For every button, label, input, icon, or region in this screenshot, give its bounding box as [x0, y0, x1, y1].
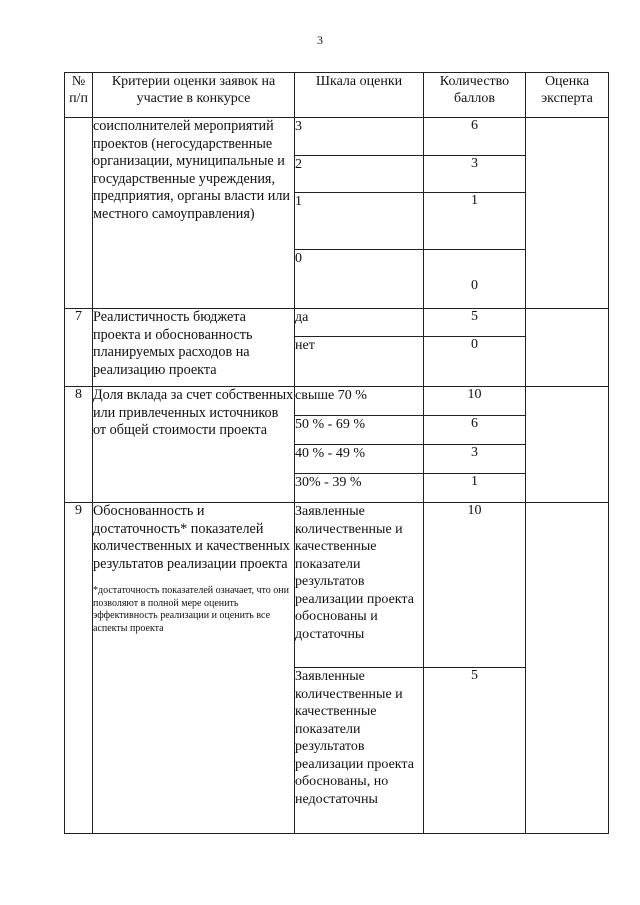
- header-criteria: Критерии оценки заявок на участие в конкурсе: [93, 73, 295, 118]
- points-cell: 10: [424, 503, 526, 668]
- scale-cell: нет: [295, 337, 424, 387]
- page-number: 3: [317, 33, 323, 47]
- row-number: 7: [65, 309, 93, 387]
- scale-cell: 40 % - 49 %: [295, 445, 424, 474]
- points-cell: 0: [424, 250, 526, 309]
- criteria-table: [64, 72, 609, 834]
- scale-cell: да: [295, 309, 424, 337]
- scale-cell: 50 % - 69 %: [295, 416, 424, 445]
- scale-cell: свыше 70 %: [295, 387, 424, 416]
- points-cell: 3: [424, 156, 526, 193]
- criterion-text: Реалистичность бюджета проекта и обоснованность планируемых расходов на реализацию проекта: [93, 309, 295, 387]
- header-num: № п/п: [65, 73, 93, 118]
- header-points: Количество баллов: [424, 73, 526, 118]
- points-cell: 6: [424, 416, 526, 445]
- table-header-row: [65, 73, 609, 118]
- points-cell: 3: [424, 445, 526, 474]
- scale-cell: Заявленные количественные и качественные показатели результатов реализации проекта обоснованы и достаточны: [295, 503, 424, 668]
- table-row: [65, 309, 609, 337]
- footnote-text: *достаточность показателей означает, что они позволяют в полной мере оценить эффективность реализации и оценить все аспекты проекта: [93, 585, 289, 634]
- expert-cell: [526, 387, 609, 503]
- scale-cell: 30% - 39 %: [295, 474, 424, 503]
- points-cell: 6: [424, 118, 526, 156]
- row-number: 8: [65, 387, 93, 503]
- row-number: [65, 118, 93, 309]
- scale-cell: Заявленные количественные и качественные показатели результатов реализации проекта обоснованы, но недостаточны: [295, 668, 424, 834]
- criterion-text: Обоснованность и достаточность* показателей количественных и качественных результатов реализации проекта: [93, 503, 290, 572]
- expert-cell: [526, 118, 609, 309]
- points-cell: 0: [424, 337, 526, 387]
- header-scale: Шкала оценки: [295, 73, 424, 118]
- scale-cell: 0: [295, 250, 424, 309]
- criterion-text: Доля вклада за счет собственных или привлеченных источников от общей стоимости проекта: [93, 387, 295, 503]
- points-cell: 10: [424, 387, 526, 416]
- expert-cell: [526, 503, 609, 834]
- table-row: [65, 503, 609, 668]
- points-cell: 5: [424, 309, 526, 337]
- criterion-cell: [93, 503, 295, 834]
- table-row: [65, 118, 609, 156]
- scale-cell: 2: [295, 156, 424, 193]
- scale-cell: 1: [295, 193, 424, 250]
- points-cell: 1: [424, 474, 526, 503]
- criterion-text: соисполнителей мероприятий проектов (негосударственные организации, муниципальные и государственные учреждения, предприятия, органы власти или местного самоуправления): [93, 118, 295, 309]
- expert-cell: [526, 309, 609, 387]
- row-number: 9: [65, 503, 93, 834]
- points-cell: 5: [424, 668, 526, 834]
- table-row: [65, 387, 609, 416]
- points-cell: 1: [424, 193, 526, 250]
- scale-cell: 3: [295, 118, 424, 156]
- header-expert: Оценка эксперта: [526, 73, 609, 118]
